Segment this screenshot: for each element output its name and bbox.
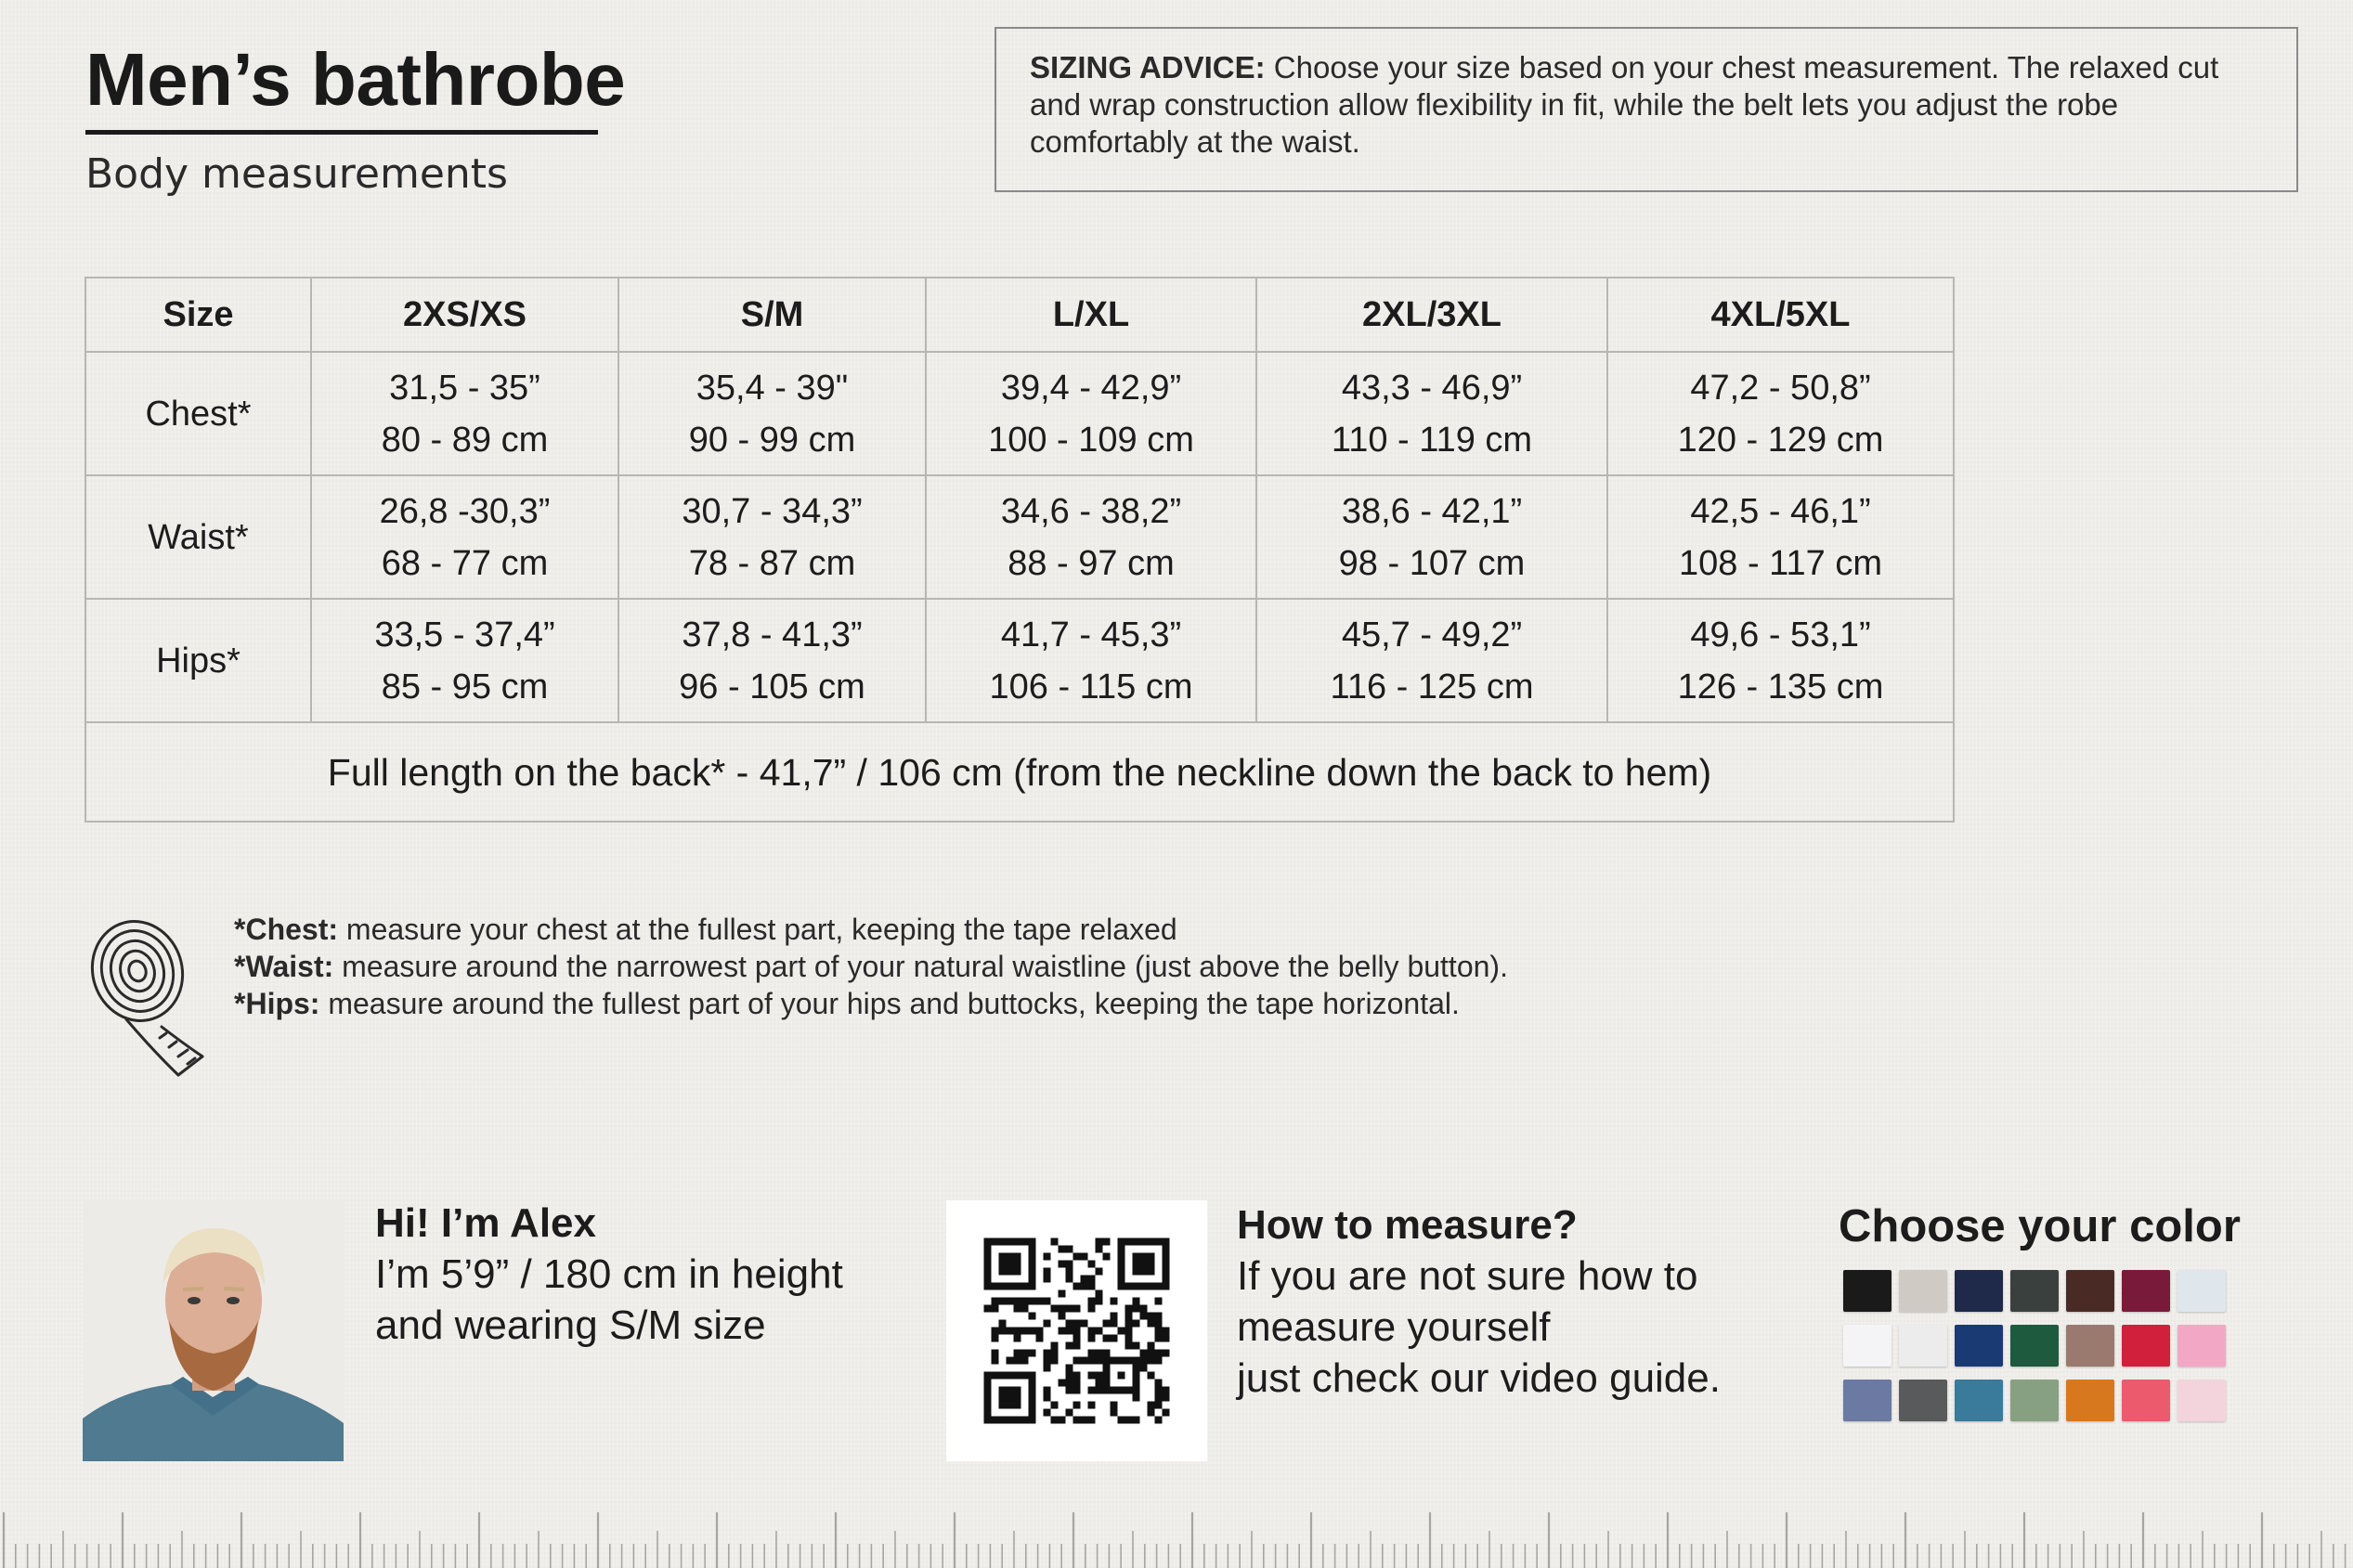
color-swatch[interactable] <box>2066 1380 2114 1421</box>
value-inches: 43,3 - 46,9” <box>1341 368 1523 408</box>
header-size: Size <box>85 278 311 352</box>
color-swatch[interactable] <box>2178 1325 2226 1367</box>
model-greeting: Hi! I’m Alex <box>375 1200 596 1246</box>
note-chest <box>234 911 1508 948</box>
value-inches: 45,7 - 49,2” <box>1341 615 1523 654</box>
model-portrait-illustration <box>83 1200 344 1461</box>
sizing-advice-text: Choose your size based on your chest measurement. The relaxed cut and wrap construction allow flexibility in fit, while the belt lets you adjust the robe comfortably at the waist. <box>1030 50 2219 159</box>
color-swatch[interactable] <box>1955 1380 2003 1421</box>
how-to-measure-line: If you are not sure how to <box>1237 1253 1698 1299</box>
note-text: measure around the fullest part of your hips and buttocks, keeping the tape horizontal. <box>319 987 1460 1020</box>
sizing-advice-box <box>994 27 2298 192</box>
value-cm: 100 - 109 cm <box>988 420 1194 460</box>
row-label-waist: Waist* <box>85 475 311 599</box>
note-text: measure around the narrowest part of your natural waistline (just above the belly button). <box>333 950 1508 983</box>
note-label: *Waist: <box>234 950 334 983</box>
table-cell <box>1607 352 1954 475</box>
table-header-row <box>85 278 1954 352</box>
row-label-hips: Hips* <box>85 599 311 722</box>
how-to-measure <box>1237 1199 1721 1404</box>
table-cell <box>311 599 618 722</box>
how-to-measure-title: How to measure? <box>1237 1202 1578 1248</box>
color-swatch[interactable] <box>1843 1380 1892 1421</box>
color-swatch[interactable] <box>2010 1380 2059 1421</box>
model-size: and wearing S/M size <box>375 1302 766 1348</box>
full-length-note: Full length on the back* - 41,7” / 106 cm (from the neckline down the back to hem) <box>85 722 1954 822</box>
page-title: Men’s bathrobe <box>85 38 626 121</box>
table-cell <box>618 352 926 475</box>
value-inches: 30,7 - 34,3” <box>682 491 863 531</box>
value-cm: 98 - 107 cm <box>1338 543 1526 583</box>
value-cm: 85 - 95 cm <box>381 667 549 706</box>
color-swatch[interactable] <box>2178 1270 2226 1312</box>
color-swatch[interactable] <box>1899 1380 1947 1421</box>
value-inches: 31,5 - 35” <box>389 368 540 408</box>
color-swatch[interactable] <box>2066 1270 2114 1312</box>
header-l-xl: L/XL <box>926 278 1256 352</box>
value-cm: 110 - 119 cm <box>1331 420 1533 460</box>
value-inches: 26,8 -30,3” <box>379 491 551 531</box>
color-swatch[interactable] <box>2122 1270 2170 1312</box>
size-table <box>84 277 1955 823</box>
color-swatch[interactable] <box>1955 1325 2003 1367</box>
color-swatch[interactable] <box>1955 1270 2003 1312</box>
title-underline <box>85 130 598 135</box>
color-swatch[interactable] <box>2066 1325 2114 1367</box>
value-cm: 78 - 87 cm <box>688 543 856 583</box>
table-cell <box>618 599 926 722</box>
measurement-notes <box>234 911 1508 1022</box>
color-swatch[interactable] <box>2010 1270 2059 1312</box>
table-row-full-length <box>85 722 1954 822</box>
model-info <box>375 1198 843 1351</box>
header-s-m: S/M <box>618 278 926 352</box>
header-4xl-5xl: 4XL/5XL <box>1607 278 1954 352</box>
color-swatch[interactable] <box>1843 1270 1892 1312</box>
value-cm: 80 - 89 cm <box>381 420 549 460</box>
ruler-decoration <box>0 1498 2353 1568</box>
value-inches: 49,6 - 53,1” <box>1690 615 1871 654</box>
note-waist <box>234 948 1508 985</box>
table-cell <box>1256 475 1607 599</box>
table-cell <box>926 352 1256 475</box>
value-cm: 90 - 99 cm <box>688 420 856 460</box>
measuring-tape-icon <box>89 917 210 1084</box>
table-cell <box>311 475 618 599</box>
color-swatch[interactable] <box>2010 1325 2059 1367</box>
table-row-waist <box>85 475 1954 599</box>
table-cell <box>1607 475 1954 599</box>
value-inches: 33,5 - 37,4” <box>374 615 555 654</box>
model-photo <box>83 1200 344 1461</box>
header-2xl-3xl: 2XL/3XL <box>1256 278 1607 352</box>
table-row-hips <box>85 599 1954 722</box>
note-text: measure your chest at the fullest part, keeping the tape relaxed <box>338 913 1177 946</box>
table-cell <box>926 599 1256 722</box>
color-swatch[interactable] <box>2178 1380 2226 1421</box>
table-cell <box>926 475 1256 599</box>
row-label-chest: Chest* <box>85 352 311 475</box>
value-cm: 96 - 105 cm <box>679 667 865 706</box>
color-swatch[interactable] <box>1899 1270 1947 1312</box>
value-inches: 34,6 - 38,2” <box>1000 491 1182 531</box>
sizing-advice-label: SIZING ADVICE: <box>1030 50 1266 84</box>
table-row-chest <box>85 352 1954 475</box>
value-cm: 116 - 125 cm <box>1330 667 1534 706</box>
value-inches: 35,4 - 39" <box>696 368 849 408</box>
value-inches: 42,5 - 46,1” <box>1690 491 1871 531</box>
table-cell <box>618 475 926 599</box>
value-inches: 37,8 - 41,3” <box>682 615 863 654</box>
choose-color-title: Choose your color <box>1839 1201 2241 1251</box>
color-swatches <box>1843 1270 2233 1421</box>
color-swatch[interactable] <box>1899 1325 1947 1367</box>
table-cell <box>1256 599 1607 722</box>
value-cm: 120 - 129 cm <box>1677 420 1884 460</box>
video-guide-qr-code[interactable] <box>946 1200 1207 1461</box>
table-cell <box>311 352 618 475</box>
how-to-measure-line: just check our video guide. <box>1237 1355 1721 1401</box>
qr-code-icon <box>946 1200 1207 1461</box>
note-label: *Chest: <box>234 913 339 946</box>
value-inches: 41,7 - 45,3” <box>1000 615 1182 654</box>
value-cm: 68 - 77 cm <box>381 543 549 583</box>
color-swatch[interactable] <box>2122 1380 2170 1421</box>
model-height: I’m 5’9” / 180 cm in height <box>375 1251 843 1297</box>
value-inches: 39,4 - 42,9” <box>1000 368 1182 408</box>
table-cell <box>1256 352 1607 475</box>
value-inches: 47,2 - 50,8” <box>1690 368 1871 408</box>
color-swatch[interactable] <box>1843 1325 1892 1367</box>
note-hips <box>234 985 1508 1022</box>
value-cm: 88 - 97 cm <box>1008 543 1175 583</box>
value-cm: 106 - 115 cm <box>989 667 1193 706</box>
page-subtitle: Body measurements <box>85 150 508 198</box>
value-inches: 38,6 - 42,1” <box>1341 491 1523 531</box>
table-cell <box>1607 599 1954 722</box>
header-2xs-xs: 2XS/XS <box>311 278 618 352</box>
color-swatch[interactable] <box>2122 1325 2170 1367</box>
how-to-measure-line: measure yourself <box>1237 1304 1551 1350</box>
value-cm: 126 - 135 cm <box>1677 667 1884 706</box>
value-cm: 108 - 117 cm <box>1679 543 1882 583</box>
note-label: *Hips: <box>234 987 320 1020</box>
